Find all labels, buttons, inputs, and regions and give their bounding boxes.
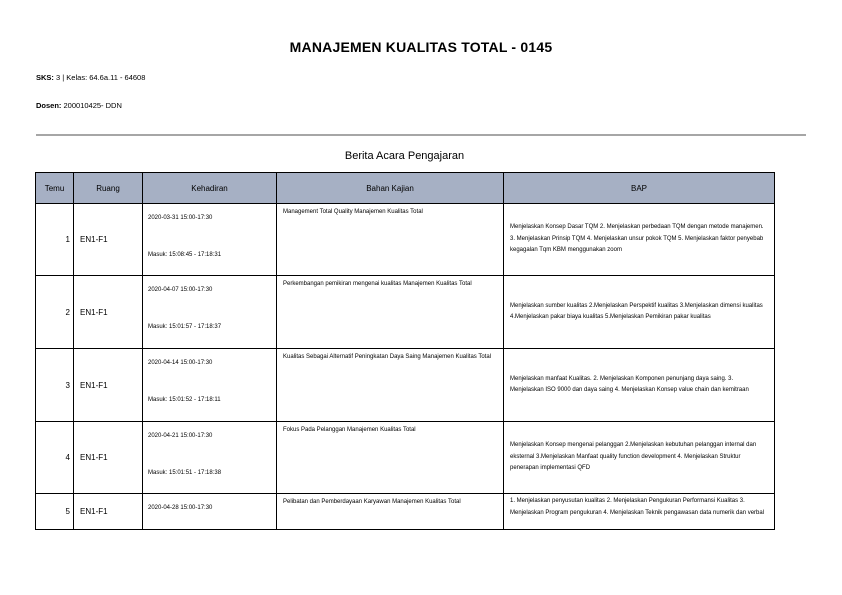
bahan-kajian-cell: Perkembangan pemikiran mengenai kualitas Manajemen Kualitas Total [277, 276, 504, 349]
jadwal-text: 2020-03-31 15:00-17:30 [148, 215, 213, 221]
ruang-cell: EN1-F1 [74, 422, 143, 494]
ruang-cell: EN1-F1 [74, 349, 143, 422]
bahan-kajian-cell: Fokus Pada Pelanggan Manajemen Kualitas Total [277, 422, 504, 494]
bahan-kajian-cell: Kualitas Sebagai Alternatif Peningkatan Daya Saing Manajemen Kualitas Total [277, 349, 504, 422]
ruang-cell: EN1-F1 [74, 494, 143, 530]
kehadiran-cell [143, 276, 277, 349]
dosen-line [36, 101, 122, 110]
masuk-text: Masuk: 15:01:57 - 17:18:37 [148, 324, 222, 330]
table-row [36, 494, 775, 530]
jadwal-text: 2020-04-28 15:00-17:30 [148, 505, 213, 511]
table-header-row [36, 173, 775, 204]
sks-kelas-value: 3 | Kelas: 64.6a.11 - 64608 [56, 73, 146, 82]
ruang-cell: EN1-F1 [74, 276, 143, 349]
bap-cell: Menjelaskan Konsep mengenai pelanggan 2.Menjelaskan kebutuhan pelanggan internal dan eksternal 3.Menjelaskan Manfaat quality function development 4. Menjelaskan Struktur penerapan implementasi QFD [504, 422, 775, 494]
bap-cell: Menjelaskan manfaat Kualitas. 2. Menjelaskan Komponen penunjang daya saing. 3. Menjelaskan ISO 9000 dan daya saing 4. Menjelaskan Konsep value chain dan kemitraan [504, 349, 775, 422]
temu-cell: 1 [36, 204, 74, 276]
dosen-value: 200010425- DDN [63, 101, 122, 110]
header-kehadiran: Kehadiran [143, 173, 277, 204]
kehadiran-cell [143, 494, 277, 530]
bahan-kajian-cell: Management Total Quality Manajemen Kualitas Total [277, 204, 504, 276]
masuk-text: Masuk: 15:01:51 - 17:18:38 [148, 470, 222, 476]
bap-table [35, 172, 775, 530]
table-row [36, 276, 775, 349]
sks-label: SKS: [36, 73, 54, 82]
header-bap: BAP [504, 173, 775, 204]
bap-cell: Menjelaskan sumber kualitas 2.Menjelaskan Perspektif kualitas 3.Menjelaskan dimensi kualitas 4.Menjelaskan pakar biaya kualitas 5.Menjelaskan Pemikiran pakar kualitas [504, 276, 775, 349]
horizontal-divider [36, 134, 806, 136]
sks-kelas-line [36, 73, 145, 82]
header-bahan-kajian: Bahan Kajian [277, 173, 504, 204]
document-title: MANAJEMEN KUALITAS TOTAL - 0145 [289, 39, 553, 55]
kehadiran-cell [143, 422, 277, 494]
ruang-cell: EN1-F1 [74, 204, 143, 276]
kehadiran-cell [143, 349, 277, 422]
jadwal-text: 2020-04-14 15:00-17:30 [148, 360, 213, 366]
temu-cell: 4 [36, 422, 74, 494]
temu-cell: 5 [36, 494, 74, 530]
section-title: Berita Acara Pengajaran [344, 150, 465, 162]
table-row [36, 349, 775, 422]
header-ruang: Ruang [74, 173, 143, 204]
masuk-text: Masuk: 15:01:52 - 17:18:11 [148, 397, 221, 403]
temu-cell: 2 [36, 276, 74, 349]
table-row [36, 204, 775, 276]
temu-cell: 3 [36, 349, 74, 422]
bap-cell: Menjelaskan Konsep Dasar TQM 2. Menjelaskan perbedaan TQM dengan metode manajemen. 3. Menjelaskan Prinsip TQM 4. Menjelaskan unsur pokok TQM 5. Menjelaskan faktor penyebab kegagalan Tqm KBM menggunakan zoom [504, 204, 775, 276]
masuk-text: Masuk: 15:08:45 - 17:18:31 [148, 252, 222, 258]
bahan-kajian-cell: Pelibatan dan Pemberdayaan Karyawan Manajemen Kualitas Total [277, 494, 504, 530]
header-temu: Temu [36, 173, 74, 204]
bap-cell: 1. Menjelaskan penyusutan kualitas 2. Menjelaskan Pengukuran Performansi Kualitas 3. Menjelaskan Program pengukuran 4. Menjelaskan Teknik pengawasan data numerik dan verbal [504, 494, 775, 530]
jadwal-text: 2020-04-21 15:00-17:30 [148, 433, 213, 439]
jadwal-text: 2020-04-07 15:00-17:30 [148, 287, 213, 293]
dosen-label: Dosen: [36, 101, 62, 110]
table-row [36, 422, 775, 494]
kehadiran-cell [143, 204, 277, 276]
